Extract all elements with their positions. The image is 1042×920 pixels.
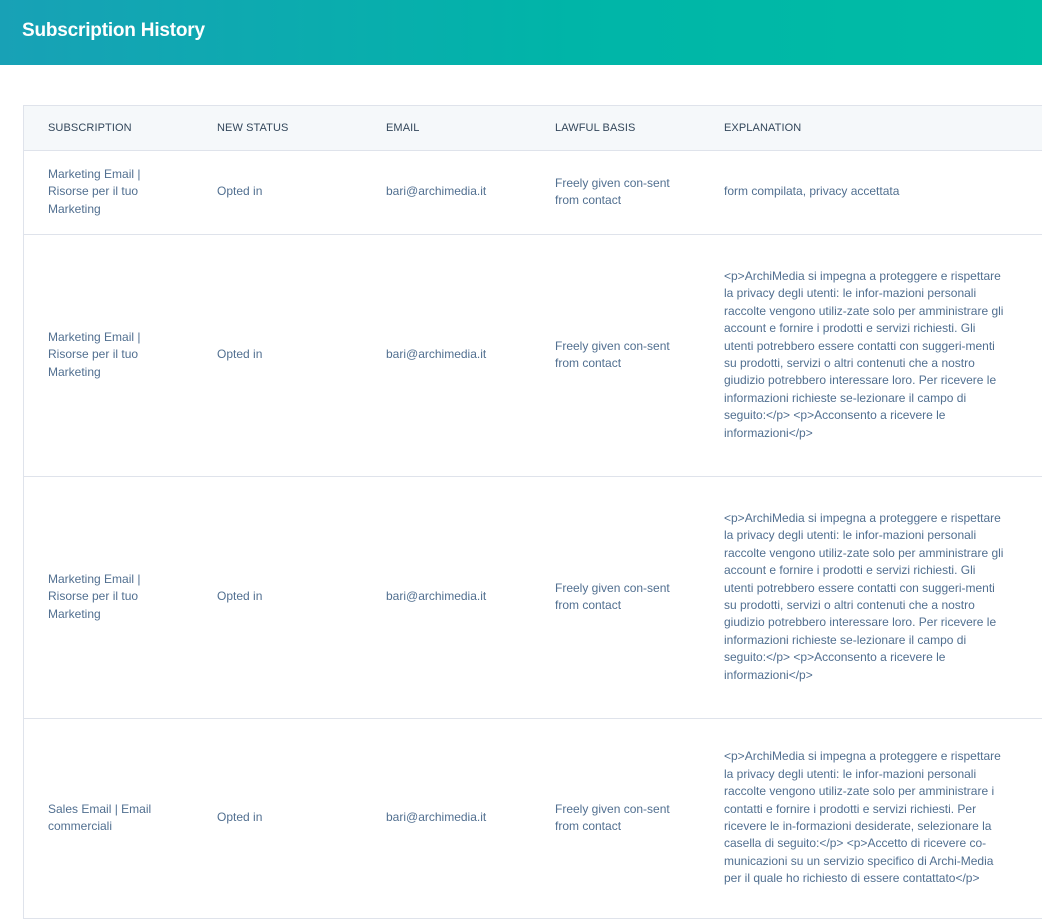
subscription-cell [24,718,193,918]
subscription-cell [24,150,193,234]
status-cell [193,476,362,718]
column-header-subscription[interactable]: SUBSCRIPTION [24,106,193,150]
table-header-row [24,106,1042,150]
email-text: bari@archimedia.it [386,347,487,362]
table-row [24,150,1042,234]
explanation-text: <p>ArchiMedia si impegna a proteggere e rispettare la privacy degli utenti: le infor-mazioni personali raccolte vengono utiliz-zate solo per amministrare i contatti e fornire i prodotti e servizi richiesti. Per ricevere le in-formazioni desiderate, selezionare la casella di seguito:</p> <p>Accetto di ricevere co-municazioni su un servizio specifico di Archi-Media per il quale ho richiesto di essere contattato</p> [724,749,1001,886]
column-header-email[interactable]: EMAIL [362,106,531,150]
lawful-basis-cell [531,718,700,918]
subscription-text: Sales Email | Email commerciali [48,801,152,833]
explanation-cell [700,718,1042,918]
email-text: bari@archimedia.it [386,184,487,199]
table-row [24,234,1042,476]
status-cell [193,234,362,476]
status-text: Opted in [217,589,263,604]
status-text: Opted in [217,347,263,362]
subscription-text: Marketing Email | Risorse per il tuo Marketing [48,329,141,379]
explanation-text: <p>ArchiMedia si impegna a proteggere e rispettare la privacy degli utenti: le infor-mazioni personali raccolte vengono utiliz-zate solo per amministrare gli account e fornire i prodotti e servizi richiesti. Gli utenti potrebbero essere contatti con suggeri-menti su prodotti, servizi o altri contenuti che a nostro giudizio potrebbero interessare loro. Per ricevere le informazioni richieste se-lezionare il campo di seguito:</p> <p>Acconsento a ricevere le informazioni</p> [724,268,1004,440]
status-text: Opted in [217,810,263,825]
lawful-basis-cell [531,150,700,234]
subscription-cell [24,476,193,718]
email-text: bari@archimedia.it [386,810,487,825]
subscription-history-table [23,105,1042,919]
subscription-text: Marketing Email | Risorse per il tuo Marketing [48,166,141,216]
email-text: bari@archimedia.it [386,589,487,604]
email-cell [362,234,531,476]
explanation-cell [700,476,1042,718]
subscription-cell [24,234,193,476]
status-cell [193,150,362,234]
explanation-cell [700,150,1042,234]
page-header [0,0,1042,65]
lawful-basis-text: Freely given con-sent from contact [555,338,670,370]
table-row [24,476,1042,718]
lawful-basis-text: Freely given con-sent from contact [555,580,670,612]
lawful-basis-cell [531,476,700,718]
email-cell [362,476,531,718]
column-header-new-status[interactable]: NEW STATUS [193,106,362,150]
status-cell [193,718,362,918]
explanation-cell [700,234,1042,476]
lawful-basis-text: Freely given con-sent from contact [555,175,670,207]
table-row [24,718,1042,918]
explanation-text: <p>ArchiMedia si impegna a proteggere e rispettare la privacy degli utenti: le infor-mazioni personali raccolte vengono utiliz-zate solo per amministrare gli account e fornire i prodotti e servizi richiesti. Gli utenti potrebbero essere contatti con suggeri-menti su prodotti, servizi o altri contenuti che a nostro giudizio potrebbero interessare loro. Per ricevere le informazioni richieste se-lezionare il campo di seguito:</p> <p>Acconsento a ricevere le informazioni</p> [724,510,1004,682]
column-header-explanation[interactable]: EXPLANATION [700,106,1042,150]
status-text: Opted in [217,184,263,199]
email-cell [362,150,531,234]
subscription-text: Marketing Email | Risorse per il tuo Marketing [48,571,141,621]
lawful-basis-text: Freely given con-sent from contact [555,801,670,833]
email-cell [362,718,531,918]
explanation-text: form compilata, privacy accettata [724,184,900,199]
page-title: Subscription History [22,20,205,41]
lawful-basis-cell [531,234,700,476]
column-header-lawful-basis[interactable]: LAWFUL BASIS [531,106,700,150]
